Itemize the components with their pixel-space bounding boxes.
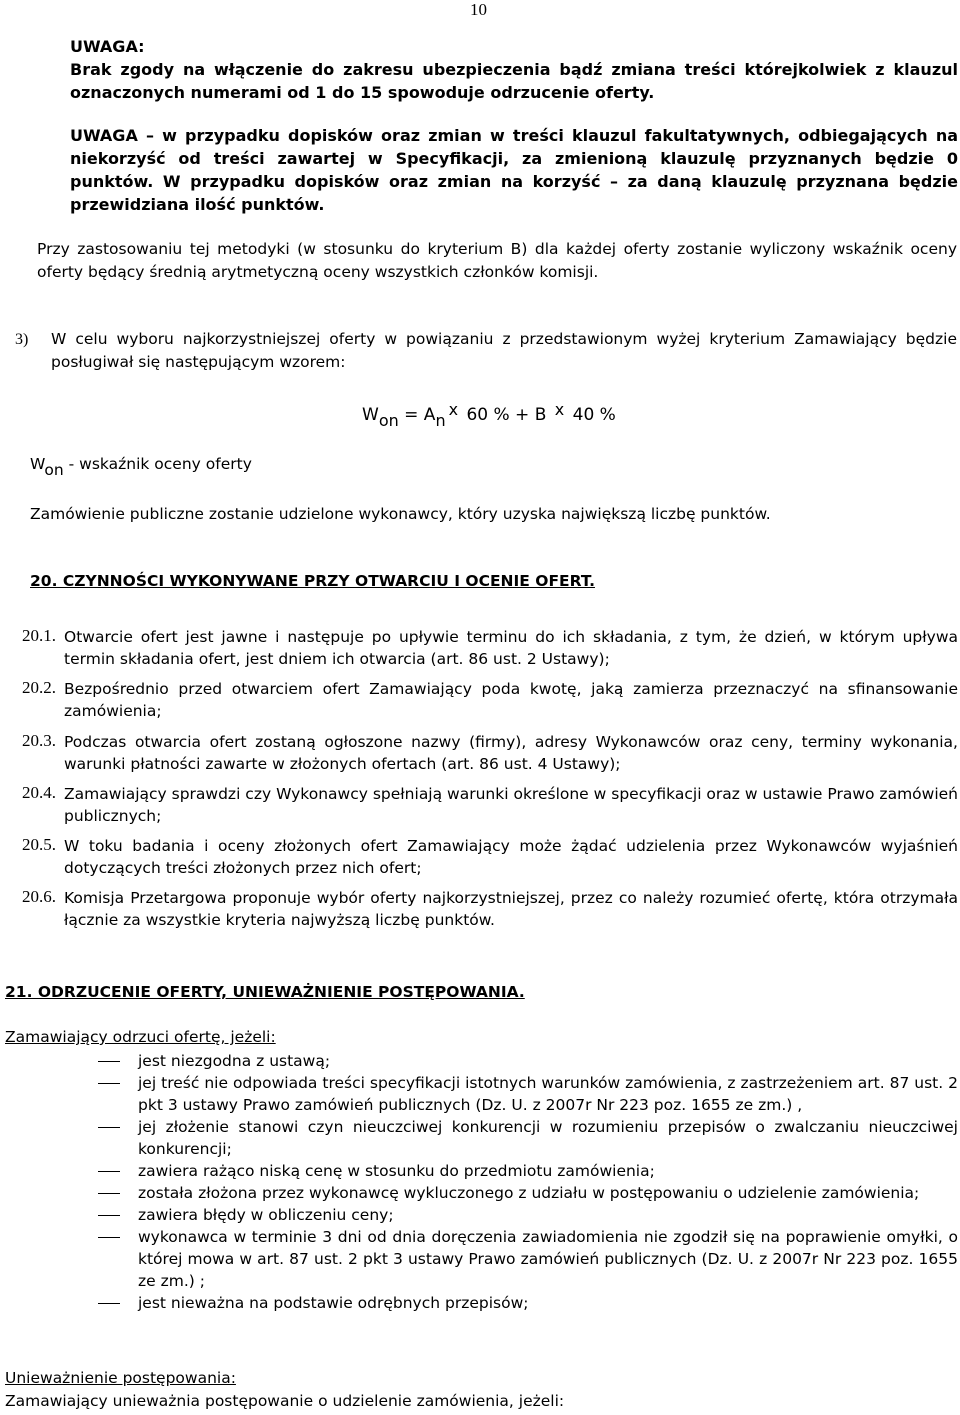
formula-w: W — [362, 405, 379, 425]
item-text: Bezpośrednio przed otwarciem ofert Zamawiający poda kwotę, jaką zamierza przeznaczyć na sfinansowanie zamówienia; — [64, 680, 958, 720]
reason-text: została złożona przez wykonawcę wykluczonego z udziału w postępowaniu o udzielenie zamówienia; — [138, 1184, 920, 1202]
section-20-item — [22, 783, 958, 827]
reason-text: zawiera rażąco niską cenę w stosunku do przedmiotu zamówienia; — [138, 1162, 655, 1180]
reason-text: jest nieważna na podstawie odrębnych przepisów; — [138, 1294, 529, 1312]
dash-bullet — [98, 1061, 120, 1062]
item-number: 20.5. — [22, 835, 56, 854]
formula-part-2: 40 % — [567, 405, 616, 425]
list-item — [98, 1050, 958, 1072]
section-20-item — [22, 626, 958, 670]
dash-bullet — [98, 1171, 120, 1172]
dash-bullet — [98, 1193, 120, 1194]
warning-text: Brak zgody na włączenie do zakresu ubezpieczenia bądź zmiana treści którejkolwiek z klauzul oznaczonych numerami od 1 do 15 spowoduje odrzucenie oferty. — [70, 60, 958, 102]
item-text: Otwarcie ofert jest jawne i następuje po upływie terminu do ich składania, z tym, że dzień, w którym upływa termin składania ofert, jest dniem ich otwarcia (art. 86 ust. 2 Ustawy); — [64, 628, 958, 668]
list-item — [98, 1292, 958, 1314]
cancellation-text: Zamawiający unieważnia postępowanie o udzielenie zamówienia, jeżeli: — [5, 1392, 565, 1410]
list-item — [98, 1226, 958, 1292]
dash-bullet — [98, 1083, 120, 1084]
reason-text: jej treść nie odpowiada treści specyfikacji istotnych warunków zamówienia, z zastrzeżeniem art. 87 ust. 2 pkt 3 ustawy Prawo zamówień publicznych (Dz. U. z 2007r Nr 223 poz. 1655 ze zm.) , — [138, 1074, 958, 1114]
item-text: Podczas otwarcia ofert zostaną ogłoszone nazwy (firmy), adresy Wykonawców oraz ceny, terminy wykonania, warunki płatności zawarte w złożonych ofertach (art. 86 ust. 4 Ustawy); — [64, 733, 958, 773]
page-number: 10 — [470, 0, 487, 19]
point-3-text: W celu wyboru najkorzystniejszej oferty w powiązaniu z przedstawionym wyżej kryterium Zamawiający będzie posługiwał się następującym wzorem: — [51, 330, 957, 371]
section-20-item — [22, 678, 958, 722]
dash-bullet — [98, 1237, 120, 1238]
warning-block-1 — [70, 35, 958, 104]
section-20-item — [22, 887, 958, 931]
section-20-item — [22, 835, 958, 879]
scoring-formula — [362, 400, 616, 430]
formula-part-1: 60 % + B — [461, 405, 552, 425]
list-item — [98, 1116, 958, 1160]
reason-text: jest niezgodna z ustawą; — [138, 1052, 331, 1070]
reason-text: zawiera błędy w obliczeniu ceny; — [138, 1206, 394, 1224]
item-number: 20.1. — [22, 626, 56, 645]
formula-a-subscript: n — [435, 411, 446, 430]
formula-times-2: x — [554, 400, 565, 419]
item-number: 20.2. — [22, 678, 56, 697]
formula-w-subscript: on — [378, 411, 399, 430]
item-text: Komisja Przetargowa proponuje wybór oferty najkorzystniejszej, przez co należy rozumieć ofertę, która otrzymała łącznie za wszystkie kryteria najwyższą liczbę punktów. — [64, 889, 958, 929]
dash-bullet — [98, 1127, 120, 1128]
criterion-b-paragraph: Przy zastosowaniu tej metodyki (w stosunku do kryterium B) dla każdej oferty zostanie wyliczony wskaźnik oceny oferty będący średnią arytmetyczną oceny wszystkich członków komisji. — [37, 240, 957, 281]
item-number: 20.4. — [22, 783, 56, 802]
reject-reasons-list — [98, 1050, 958, 1314]
warning-title: UWAGA: — [70, 37, 145, 56]
section-20-item — [22, 731, 958, 775]
reason-text: jej złożenie stanowi czyn nieuczciwej konkurencji w rozumieniu przepisów o zwalczaniu nieuczciwej konkurencji; — [138, 1118, 958, 1158]
section-20-heading: 20. CZYNNOŚCI WYKONYWANE PRZY OTWARCIU I OCENIE OFERT. — [30, 572, 595, 590]
formula-equals-a: = A — [398, 405, 436, 425]
item-number: 20.3. — [22, 731, 56, 750]
list-item — [98, 1204, 958, 1226]
legend-w: W — [30, 455, 45, 473]
item-text: Zamawiający sprawdzi czy Wykonawcy spełniają warunki określone w specyfikacji oraz w ustawie Prawo zamówień publicznych; — [64, 785, 958, 825]
formula-legend — [30, 455, 252, 479]
dash-bullet — [98, 1303, 120, 1304]
item-number: 20.6. — [22, 887, 56, 906]
item-text: W toku badania i oceny złożonych ofert Zamawiający może żądać udzielenia przez Wykonawców wyjaśnień dotyczących treści złożonych przez nich ofert; — [64, 837, 958, 877]
cancellation-label: Unieważnienie postępowania: — [5, 1369, 236, 1387]
legend-text: - wskaźnik oceny oferty — [63, 455, 252, 473]
formula-times-1: x — [448, 400, 459, 419]
section-21-heading: 21. ODRZUCENIE OFERTY, UNIEWAŻNIENIE POSTĘPOWANIA. — [5, 983, 525, 1001]
reject-conditions-label: Zamawiający odrzuci ofertę, jeżeli: — [5, 1028, 276, 1046]
warning-block-2: UWAGA – w przypadku dopisków oraz zmian w treści klauzul fakultatywnych, odbiegających na niekorzyść od treści zawartej w Specyfikacji, za zmienioną klauzulę przyznanych będzie 0 punktów. W przypadku dopisków oraz zmian na korzyść – za daną klauzulę przyznana będzie przewidziana ilość punktów. — [70, 126, 958, 214]
legend-w-subscript: on — [44, 461, 64, 479]
award-sentence: Zamówienie publiczne zostanie udzielone wykonawcy, który uzyska największą liczbę punktów. — [30, 505, 771, 523]
list-item — [98, 1182, 958, 1204]
reason-text: wykonawca w terminie 3 dni od dnia doręczenia zawiadomienia nie zgodził się na poprawienie omyłki, o której mowa w art. 87 ust. 2 pkt 3 ustawy Prawo zamówień publicznych (Dz. U. z 2007r Nr 223 poz. 1655 ze zm.) ; — [138, 1228, 958, 1290]
list-item — [98, 1160, 958, 1182]
dash-bullet — [98, 1215, 120, 1216]
point-3-number: 3) — [15, 331, 29, 348]
list-item — [98, 1072, 958, 1116]
